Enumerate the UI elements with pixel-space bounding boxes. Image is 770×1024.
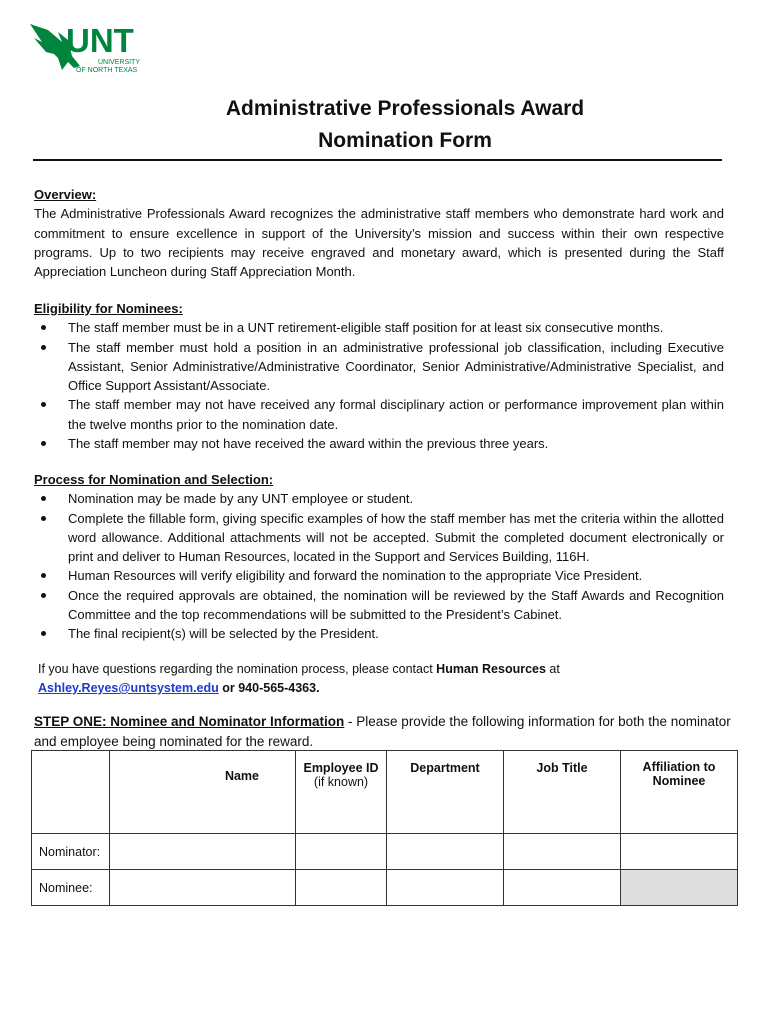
list-item: The staff member must hold a position in an administrative professional job classification, including Executive Assistant, Senior Administrative/Administrative Coordinator, Senior Administrative/Administrative Specialist, and Office Support Assistant/Associate. <box>34 338 724 396</box>
employee-id-header <box>296 751 387 834</box>
unt-logo <box>28 18 153 76</box>
nominee-info-table <box>31 750 738 906</box>
process-heading: Process for Nomination and Selection: <box>34 472 274 487</box>
list-item: The staff member may not have received any formal disciplinary action or performance improvement plan within the twelve months prior to the nomination date. <box>34 395 724 434</box>
contact-prefix: If you have questions regarding the nomination process, please contact <box>38 662 437 676</box>
step-one-label: STEP ONE: Nominee and Nominator Information <box>34 714 345 729</box>
nominee-affiliation-disabled <box>621 870 738 906</box>
step-one-text: - Please provide the following information for both the nominator and employee being nominated for the reward. <box>34 714 731 749</box>
overview-section <box>34 185 724 281</box>
overview-heading: Overview: <box>34 187 97 202</box>
contact-phone: or 940-565-4363. <box>218 681 320 695</box>
affiliation-line2: Nominee <box>652 774 706 788</box>
eligibility-list <box>34 318 724 453</box>
nominee-employee-id-field[interactable] <box>296 870 387 906</box>
nominee-name-field[interactable] <box>110 870 296 906</box>
affiliation-header <box>621 751 738 834</box>
contact-department: Human Resources <box>436 662 546 676</box>
step-one-instructions <box>34 712 734 751</box>
process-list <box>34 489 724 643</box>
title-divider <box>33 159 722 161</box>
list-item: Complete the fillable form, giving specific examples of how the staff member has met the criteria within the allotted word allowance. Additional attachments will not be accepted. Submit the completed document electronically or print and deliver to Human Resources, located in the Support and Services Building, 116H. <box>34 509 724 567</box>
form-title: Administrative Professionals Award <box>225 97 585 120</box>
table-row <box>32 834 738 870</box>
department-header: Department <box>387 751 504 834</box>
list-item: The final recipient(s) will be selected by the President. <box>34 624 724 643</box>
nominator-employee-id-field[interactable] <box>296 834 387 870</box>
row-label-header <box>32 751 110 834</box>
list-item: The staff member must be in a UNT retirement-eligible staff position for at least six consecutive months. <box>34 318 724 337</box>
employee-id-note: (if known) <box>313 775 369 789</box>
list-item: Once the required approvals are obtained, the nomination will be reviewed by the Staff Awards and Recognition Committee and the top recommendations will be submitted to the President’s Cabinet. <box>34 586 724 625</box>
eligibility-section <box>34 299 724 453</box>
svg-text:UNIVERSITY: UNIVERSITY <box>98 59 141 66</box>
list-item: Nomination may be made by any UNT employee or student. <box>34 489 724 508</box>
contact-at: at <box>545 662 560 676</box>
nominee-department-field[interactable] <box>387 870 504 906</box>
job-title-header: Job Title <box>504 751 621 834</box>
table-row <box>32 870 738 906</box>
form-subtitle: Nomination Form <box>318 129 492 152</box>
nominee-job-title-field[interactable] <box>504 870 621 906</box>
eligibility-heading: Eligibility for Nominees: <box>34 301 183 316</box>
nominee-row-label: Nominee: <box>32 870 110 906</box>
table-header-row <box>32 751 738 834</box>
process-section <box>34 470 724 644</box>
affiliation-line1: Affiliation to <box>642 760 716 774</box>
eagle-logo-icon <box>28 18 153 76</box>
svg-text:UNT: UNT <box>66 22 134 59</box>
nominator-department-field[interactable] <box>387 834 504 870</box>
list-item: Human Resources will verify eligibility and forward the nomination to the appropriate Vice President. <box>34 566 724 585</box>
list-item: The staff member may not have received the award within the previous three years. <box>34 434 724 453</box>
nominator-name-field[interactable] <box>110 834 296 870</box>
nominator-affiliation-field[interactable] <box>621 834 738 870</box>
overview-text: The Administrative Professionals Award recognizes the administrative staff members who demonstrate hard work and commitment to ensure excellence in support of the University’s mission and success within their own respective programs. Up to two recipients may receive engraved and monetary award, which is presented during the Staff Appreciation Luncheon during Staff Appreciation Month. <box>34 206 724 280</box>
contact-email-link[interactable]: Ashley.Reyes@untsystem.edu <box>38 681 219 695</box>
nominator-row-label: Nominator: <box>32 834 110 870</box>
name-header: Name <box>110 751 296 834</box>
employee-id-label: Employee ID <box>303 761 379 775</box>
nominator-job-title-field[interactable] <box>504 834 621 870</box>
svg-text:OF NORTH TEXAS: OF NORTH TEXAS <box>76 67 138 74</box>
contact-info <box>38 660 728 698</box>
